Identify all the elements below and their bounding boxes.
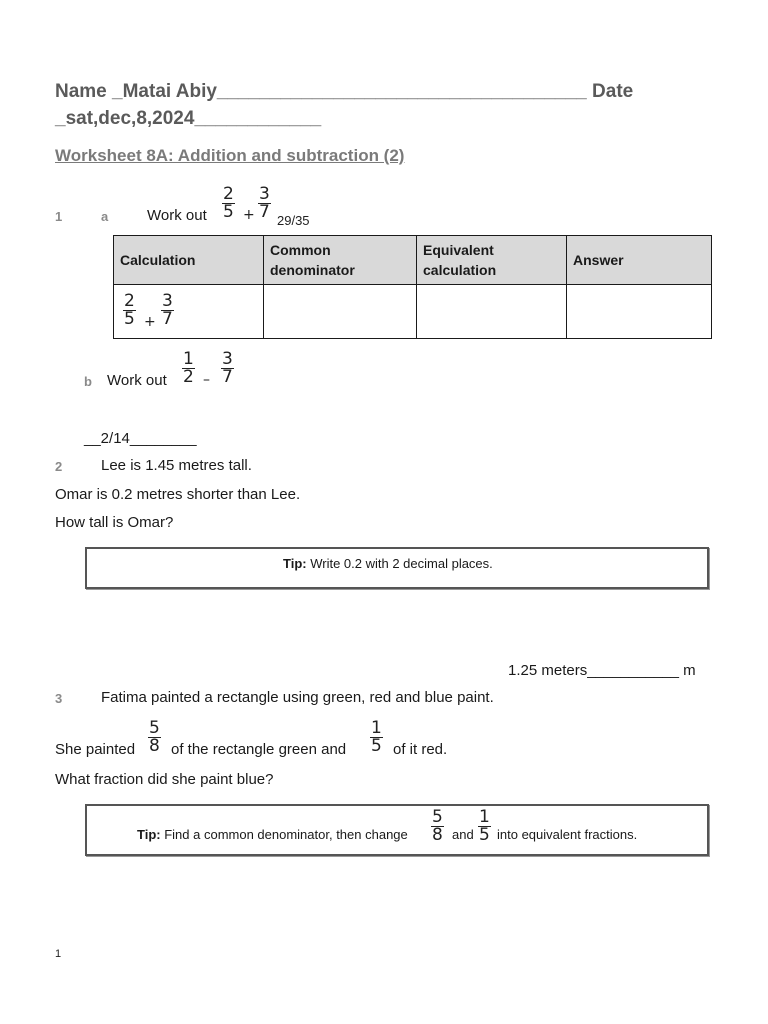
answer-1a: 29/35	[277, 213, 310, 228]
fraction-numerator: 5	[432, 807, 443, 827]
fraction-numerator: 1	[479, 807, 490, 827]
fraction-denominator: 8	[149, 736, 160, 756]
fraction-numerator: 1	[183, 349, 194, 369]
fraction-numerator: 5	[149, 718, 160, 738]
question-2-number: 2	[55, 459, 63, 474]
table-header-row	[114, 236, 712, 285]
question-3-line2b: of the rectangle green and	[171, 741, 347, 758]
page-number: 1	[55, 948, 62, 960]
question-3-line2a: She painted	[55, 741, 136, 758]
fraction-one-half	[182, 351, 195, 386]
fraction-numerator: 3	[162, 291, 173, 312]
fraction-denominator: 5	[479, 825, 490, 845]
question-3-line1: Fatima painted a rectangle using green, red and blue paint.	[101, 689, 494, 706]
fraction-numerator: 1	[371, 718, 382, 738]
cell-calculation	[114, 285, 264, 339]
question-2-line1: Lee is 1.45 metres tall.	[101, 457, 252, 474]
plus-sign: +	[243, 207, 255, 223]
fraction-three-sevenths	[161, 293, 174, 328]
question-1b-prompt: Work out	[107, 372, 167, 389]
tip-label: Tip:	[137, 827, 161, 842]
question-2-line3: How tall is Omar?	[55, 514, 174, 531]
question-1a-prompt: Work out	[147, 207, 207, 224]
tip-text-q3b: into equivalent fractions.	[497, 827, 638, 842]
tip-box-q3	[85, 804, 709, 856]
tip-box-q2	[85, 547, 709, 589]
fraction-denominator: 5	[223, 202, 234, 222]
tip-and: and	[452, 827, 474, 842]
fraction-two-fifths	[222, 186, 235, 221]
question-1a-label: a	[101, 209, 109, 224]
cell-answer[interactable]	[567, 285, 712, 339]
question-3-line2c: of it red.	[393, 741, 448, 758]
fraction-numerator: 3	[259, 184, 270, 204]
fraction-numerator: 2	[223, 184, 234, 204]
fraction-three-sevenths	[258, 186, 271, 221]
tip-content: Find a common denominator, then change	[164, 827, 408, 842]
question-3-line3: What fraction did she paint blue?	[55, 771, 274, 788]
calculation-table	[113, 235, 712, 339]
fraction-one-fifth	[478, 809, 491, 844]
name-date-line: Name _Matai Abiy___________________________________ Date	[55, 81, 634, 102]
fraction-denominator: 7	[222, 367, 233, 387]
fraction-three-sevenths	[221, 351, 234, 386]
table-row	[114, 285, 712, 339]
tip-text-q3a	[137, 827, 408, 842]
header-calculation: Calculation	[114, 236, 264, 285]
tip-content: Write 0.2 with 2 decimal places.	[310, 556, 493, 571]
answer-1b: __2/14________	[84, 430, 197, 447]
fraction-five-eighths	[431, 809, 444, 844]
cell-equivalent-calculation[interactable]	[417, 285, 567, 339]
worksheet-title: Worksheet 8A: Addition and subtraction (2)	[55, 146, 405, 165]
question-2-line2: Omar is 0.2 metres shorter than Lee.	[55, 486, 301, 503]
question-1-number: 1	[55, 209, 63, 224]
fraction-denominator: 5	[371, 736, 382, 756]
cell-common-denominator[interactable]	[264, 285, 417, 339]
fraction-denominator: 2	[183, 367, 194, 387]
fraction-two-fifths	[123, 293, 136, 328]
tip-label: Tip:	[283, 556, 307, 571]
fraction-denominator: 7	[162, 309, 173, 330]
header-common-denominator: Common denominator	[264, 236, 417, 285]
fraction-five-eighths	[148, 720, 161, 755]
fraction-denominator: 8	[432, 825, 443, 845]
header-answer: Answer	[567, 236, 712, 285]
question-1b-label: b	[84, 374, 92, 389]
fraction-numerator: 2	[124, 291, 135, 312]
question-3-number: 3	[55, 691, 63, 706]
header-equivalent-calculation: Equivalent calculation	[417, 236, 567, 285]
date-value-line: _sat,dec,8,2024____________	[55, 108, 322, 129]
answer-2: 1.25 meters___________ m	[508, 662, 696, 679]
tip-text-q2	[283, 556, 493, 571]
fraction-denominator: 5	[124, 309, 135, 330]
fraction-denominator: 7	[259, 202, 270, 222]
minus-sign: –	[203, 372, 210, 388]
fraction-numerator: 3	[222, 349, 233, 369]
plus-sign: +	[144, 314, 156, 331]
fraction-one-fifth	[370, 720, 383, 755]
